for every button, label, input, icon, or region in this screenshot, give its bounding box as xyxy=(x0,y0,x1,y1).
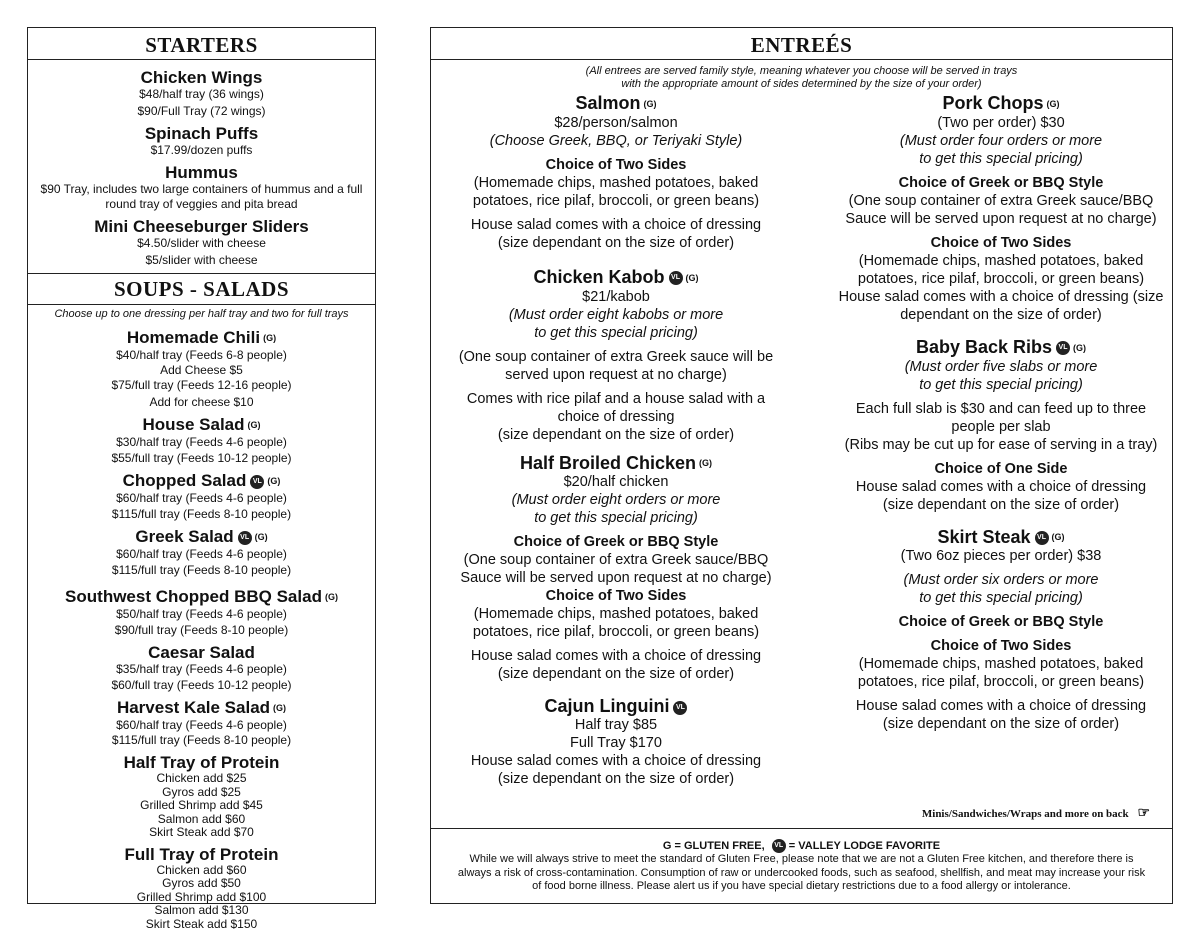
favorite-icon: VL xyxy=(238,531,252,545)
gluten-free-mark: (G) xyxy=(685,272,699,283)
entrees-intro: (All entrees are served family style, meaning whatever you choose will be served in trays with the appropriate amount of sides determined by the size of your order) xyxy=(585,65,1018,90)
gluten-free-mark: (G) xyxy=(247,420,261,431)
starters-title: STARTERS xyxy=(28,28,375,60)
menu-item: Chicken Wings $48/half tray (36 wings) $90/Full Tray (72 wings) xyxy=(137,68,266,118)
gluten-free-mark: (G) xyxy=(263,333,277,344)
entree-pork-chops: Pork Chops (G) (Two per order) $30 (Must order four orders or more to get this special pricing) Choice of Greek or BBQ Style (One soup container of extra Greek sauce/BBQ Sauce will be served upon request at no charge) Choice of Two Sides (Homemade chips, mashed potatoes, baked potatoes, rice pilaf, broccoli, or green beans) House salad comes with a choice of dressing (size dependant on the size of order) xyxy=(838,93,1164,323)
gluten-free-mark: (G) xyxy=(324,592,338,603)
disclaimer: While we will always strive to meet the standard of Gluten Free, please note that we are not a Gluten Free kitchen, and therefore there is always a risk of cross-contamination. Consumption of raw or undercooked foods, such as seafood, shellfish, and meat may increase your risk of food borne illness. Please alert us if you have special dietary restrictions due to a food allergy or intolerance. xyxy=(457,853,1146,892)
pointing-hand-icon: ☞ xyxy=(1137,806,1150,821)
menu-item: Homemade Chili (G) $40/half tray (Feeds 6-8 people) Add Cheese $5 $75/full tray (Feeds 12-16 people) Add for cheese $10 xyxy=(111,328,292,410)
entrees-right-column xyxy=(816,94,1186,733)
gluten-free-mark: (G) xyxy=(273,703,287,714)
left-panel xyxy=(27,27,376,931)
menu-item: Harvest Kale Salad (G) $60/half tray (Feeds 4-6 people) $115/full tray (Feeds 8-10 people) xyxy=(111,698,292,748)
favorite-icon: VL xyxy=(772,839,786,853)
gluten-free-mark: (G) xyxy=(1073,342,1087,353)
entrees-panel xyxy=(430,27,1173,904)
menu-item: Caesar Salad $35/half tray (Feeds 4-6 people) $60/full tray (Feeds 10-12 people) xyxy=(111,643,292,693)
entrees-title: ENTREÉS xyxy=(431,28,1172,60)
menu-item: Spinach Puffs $17.99/dozen puffs xyxy=(144,124,259,157)
favorite-icon: VL xyxy=(1035,531,1049,545)
entree-cajun-linguini: Cajun Linguini VL Half tray $85 Full Tray $170 House salad comes with a choice of dressing (size dependant on the size of order) xyxy=(470,696,762,788)
gluten-free-mark: (G) xyxy=(267,476,281,487)
entree-baby-back-ribs: Baby Back Ribs VL (G) (Must order five slabs or more to get this special pricing) Each full slab is $30 and can feed up to three people per slab (Ribs may be cut up for ease of serving in a tray) Choice of One Side House salad comes with a choice of dressing (size dependant on the size of order) xyxy=(844,336,1158,513)
gluten-free-mark: (G) xyxy=(1046,98,1060,109)
favorite-icon: VL xyxy=(250,475,264,489)
more-on-back-note: Minis/Sandwiches/Wraps and more on back ☞ xyxy=(921,806,1150,821)
starters-list xyxy=(28,60,375,268)
soups-title: SOUPS - SALADS xyxy=(28,273,375,305)
gluten-free-mark: (G) xyxy=(643,98,657,109)
favorite-icon: VL xyxy=(673,701,687,715)
soups-note: Choose up to one dressing per half tray and two for full trays xyxy=(54,308,349,320)
menu-item: Half Tray of Protein Chicken add $25 Gyros add $25 Grilled Shrimp add $45 Salmon add $60 Skirt Steak add $70 xyxy=(123,753,280,840)
menu-item: Mini Cheeseburger Sliders $4.50/slider with cheese $5/slider with cheese xyxy=(94,217,309,267)
entree-skirt-steak: Skirt Steak VL (G) (Two 6oz pieces per order) $38 (Must order six orders or more to get this special pricing) Choice of Greek or BBQ Style Choice of Two Sides (Homemade chips, mashed potatoes, baked potatoes, rice pilaf, broccoli, or green beans) House salad comes with a choice of dressing (size dependant on the size of order) xyxy=(855,526,1147,733)
menu-item: Chopped Salad VL (G) $60/half tray (Feeds 4-6 people) $115/full tray (Feeds 8-10 people) xyxy=(111,471,292,522)
menu-item: Greek Salad VL (G) $60/half tray (Feeds 4-6 people) $115/full tray (Feeds 8-10 people) xyxy=(111,527,292,578)
favorite-icon: VL xyxy=(1056,341,1070,355)
gluten-free-mark: (G) xyxy=(254,532,268,543)
legend: G = GLUTEN FREE, VL = VALLEY LODGE FAVORITE xyxy=(662,839,941,852)
entree-salmon: Salmon (G) $28/person/salmon (Choose Greek, BBQ, or Teriyaki Style) Choice of Two Sides (Homemade chips, mashed potatoes, baked potatoes, rice pilaf, broccoli, or green beans) House salad comes with a choice of dressing (size dependant on the size of order) xyxy=(470,93,762,251)
footer xyxy=(431,828,1172,903)
entrees-left-column xyxy=(431,94,801,788)
menu-item: Hummus $90 Tray, includes two large containers of hummus and a full round tray of veggies and pita bread xyxy=(40,163,363,211)
entree-half-broiled-chicken: Half Broiled Chicken (G) $20/half chicken (Must order eight orders or more to get this special pricing) Choice of Greek or BBQ Style (One soup container of extra Greek sauce/BBQ Sauce will be served upon request at no charge) Choice of Two Sides (Homemade chips, mashed potatoes, baked potatoes, rice pilaf, broccoli, or green beans) House salad comes with a choice of dressing (size dependant on the size of order) xyxy=(460,452,772,683)
menu-item: Southwest Chopped BBQ Salad (G) $50/half tray (Feeds 4-6 people) $90/full tray (Feeds 8-10 people) xyxy=(65,587,338,638)
gluten-free-mark: (G) xyxy=(699,458,713,469)
gluten-free-mark: (G) xyxy=(1051,532,1065,543)
entree-chicken-kabob: Chicken Kabob VL (G) $21/kabob (Must order eight kabobs or more to get this special pricing) (One soup container of extra Greek sauce will be served upon request at no charge) Comes with rice pilaf and a house salad with a choice of dressing (size dependant on the size of order) xyxy=(458,266,774,443)
menu-item: Full Tray of Protein Chicken add $60 Gyros add $50 Grilled Shrimp add $100 Salmon add $130 Skirt Steak add $150 xyxy=(124,844,279,931)
favorite-icon: VL xyxy=(669,271,683,285)
menu-item: House Salad (G) $30/half tray (Feeds 4-6 people) $55/full tray (Feeds 10-12 people) xyxy=(111,415,292,466)
